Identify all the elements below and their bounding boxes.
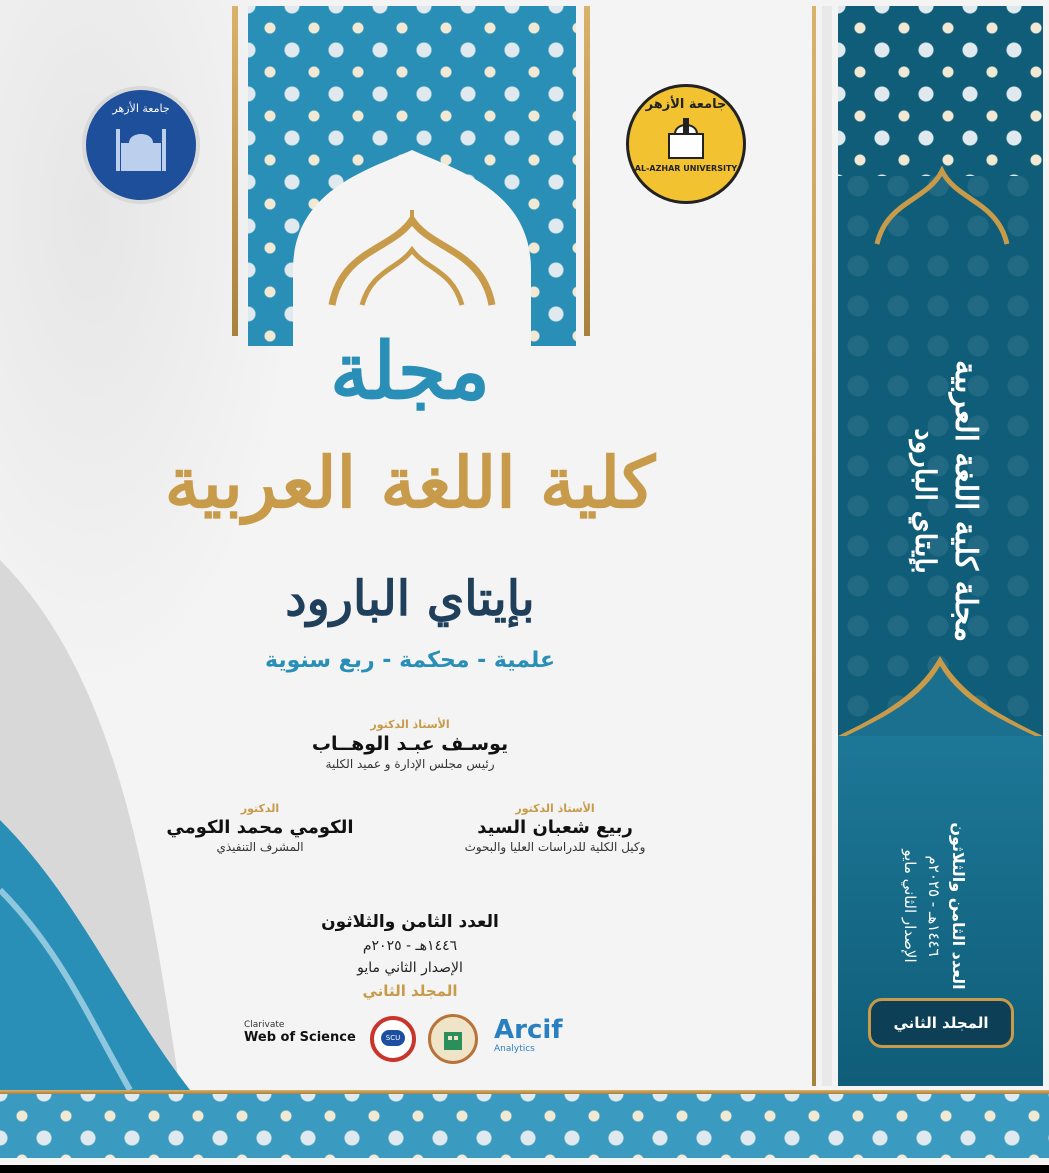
vice-dean-name: ربيع شعبان السيد [477,817,633,838]
alazhar-logo [626,84,746,204]
issue-block [270,912,550,1000]
spine-top-pattern [838,6,1043,176]
spine-subtitle: بإيتاي البارود [909,428,942,574]
alazhar-logo-arabic: جامعة الأزهر [645,97,727,112]
spine-issue-number: العدد الثامن والثلاثون [949,822,968,990]
vice-dean-block [430,802,680,854]
issue-edition: الإصدار الثاني مايو [357,960,463,976]
analytics-label: Analytics [494,1044,535,1054]
spine-issue-edition: الإصدار الثاني مايو [901,849,919,963]
title-faculty: كلية اللغة العربية [164,441,656,524]
issue-date: ١٤٤٦هـ - ٢٠٢٥م [362,938,458,954]
wos-label: Web of Science [244,1030,356,1045]
vice-dean-title: وكيل الكلية للدراسات العليا والبحوث [464,840,646,854]
spine-issue-date: ١٤٤٦هـ - ٢٠٢٥م [925,855,943,957]
supervisor-role: الدكتور [240,802,280,815]
alazhar-emblem-icon [661,116,711,160]
vice-dean-role: الأستاذ الدكتور [515,802,595,815]
faculty-logo-text: جامعة الأزهر [112,102,170,115]
spine [838,6,1043,1086]
spine-title: مجلة كلية اللغة العربية [948,359,983,643]
dean-name: يوسـف عبـد الوهــاب [311,733,509,755]
clarivate-logo [244,1020,368,1045]
dean-role: الأستاذ الدكتور [370,718,450,731]
title-location: بإيتاي البارود [285,571,535,627]
issue-volume: المجلد الثاني [362,982,458,1000]
arcif-logo [494,1016,584,1054]
spine-volume-badge: المجلد الثاني [868,998,1014,1048]
spine-arch [838,656,1043,736]
supervisor-name: الكومي محمد الكومي [166,817,354,838]
spine-issue-box [868,776,968,1036]
issue-number: العدد الثامن والثلاثون [321,912,499,932]
supervisor-block [140,802,380,854]
title-magazine: مجلة [330,326,490,417]
scu-logo [370,1016,416,1062]
spine-dome-ornament [872,166,1012,246]
spine-title-box [873,291,983,711]
supervisor-title: المشرف التنفيذي [216,840,304,854]
dean-title: رئيس مجلس الإدارة و عميد الكلية [325,757,495,771]
bottom-pattern-band [0,1094,1049,1158]
clarivate-label: Clarivate [244,1020,285,1030]
dome-ornament [322,210,502,310]
partner-logo [428,1014,478,1064]
scu-label: SCU [381,1030,405,1046]
arcif-label: Arcif [494,1015,563,1045]
faculty-logo [82,86,200,204]
mosque-icon [111,123,171,173]
dean-block [260,718,560,771]
spine-lower-panel [838,736,1043,1086]
alazhar-logo-latin: AL-AZHAR UNIVERSITY [634,164,738,173]
tagline: علمية - محكمة - ربع سنوية [265,648,555,673]
building-icon [438,1024,468,1054]
